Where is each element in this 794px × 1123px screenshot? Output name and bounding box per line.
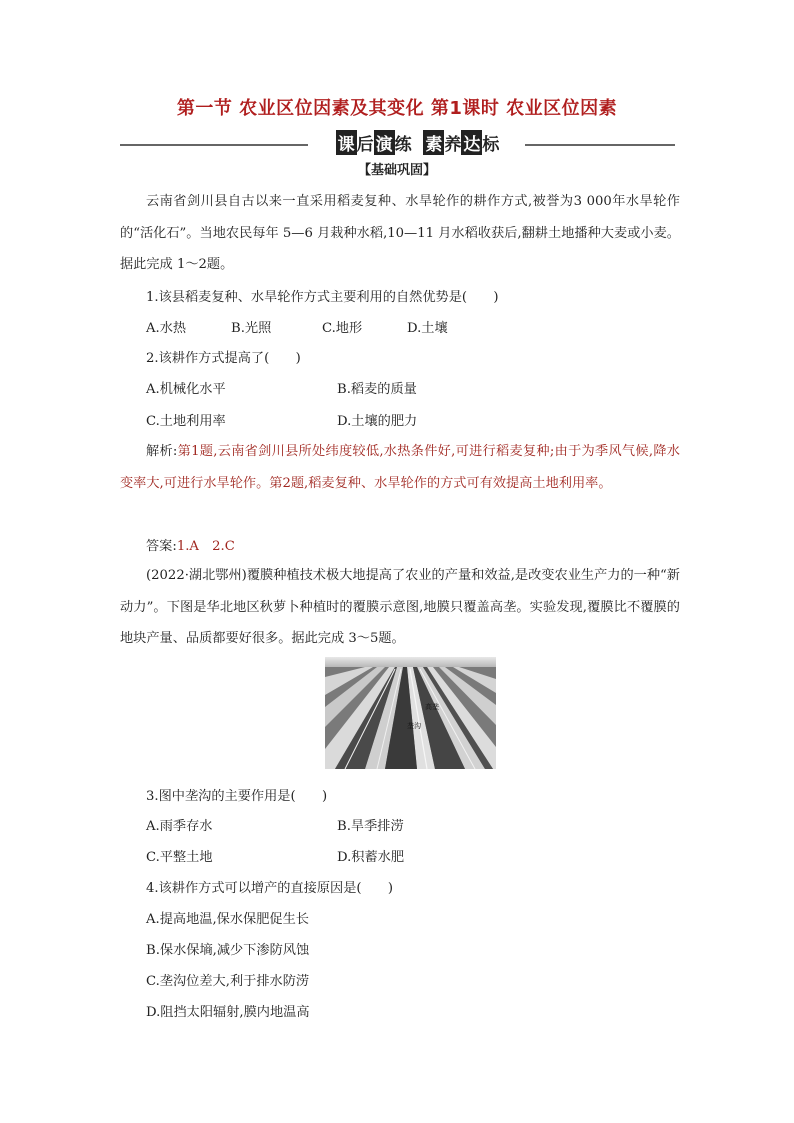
question-2-stem: 2.该耕作方式提高了( ) <box>146 351 301 366</box>
banner-char: 课 <box>336 130 357 155</box>
analysis <box>120 436 680 499</box>
banner-char: 练 <box>394 135 412 155</box>
question-3-stem: 3.图中垄沟的主要作用是( ) <box>146 789 328 804</box>
q3-option-c: C.平整土地 <box>146 850 213 865</box>
mulching-photo <box>325 657 496 769</box>
banner-char: 素 <box>423 130 444 155</box>
passage-2: (2022·湖北鄂州)覆膜种植技术极大地提高了农业的产量和效益,是改变农业生产力的一种“新动力”。下图是华北地区秋萝卜种植时的覆膜示意图,地膜只覆盖高垄。实验发现,覆膜比不覆膜的地块产量、品质都要好很多。据此完成 3～5题。 <box>120 568 680 646</box>
q3-option-a: A.雨季存水 <box>146 819 213 834</box>
q4-option-a: A.提高地温,保水保肥促生长 <box>146 912 309 927</box>
q2-option-b: B.稻麦的质量 <box>337 382 417 397</box>
q2-option-d: D.土壤的肥力 <box>337 414 418 429</box>
analysis-text: 第1题,云南省剑川县所处纬度较低,水热条件好,可进行稻麦复种;由于为季风气候,降水变率大,可进行水旱轮作。第2题,稻麦复种、水旱轮作的方式可有效提高土地利用率。 <box>120 444 680 491</box>
label-furrow: 垄沟 <box>407 722 421 730</box>
question-4-stem: 4.该耕作方式可以增产的直接原因是( ) <box>146 881 394 896</box>
banner-text <box>320 130 515 155</box>
q2-option-a: A.机械化水平 <box>146 382 226 397</box>
page-title: 第一节 农业区位因素及其变化 第1课时 农业区位因素 <box>176 98 618 119</box>
q4-option-c: C.垄沟位差大,利于排水防涝 <box>146 974 310 989</box>
label-ridge: 高垄 <box>425 703 439 711</box>
q1-option-d: D.土壤 <box>407 321 448 336</box>
banner-char: 标 <box>482 135 500 155</box>
q4-option-b: B.保水保墒,减少下渗防风蚀 <box>146 943 310 958</box>
question-1-stem: 1.该县稻麦复种、水旱轮作方式主要利用的自然优势是( ) <box>146 290 499 305</box>
banner-rule-left <box>120 144 308 146</box>
answer-text: 1.A 2.C <box>176 539 235 554</box>
banner-char: 养 <box>444 135 462 155</box>
answer <box>146 535 235 554</box>
q4-option-d: D.阻挡太阳辐射,膜内地温高 <box>146 1005 310 1020</box>
q1-option-a: A.水热 <box>146 321 187 336</box>
q3-option-b: B.旱季排涝 <box>337 819 404 834</box>
section-banner <box>120 130 675 158</box>
q2-option-c: C.土地利用率 <box>146 414 226 429</box>
mulching-photo-image <box>325 657 496 769</box>
banner-char: 后 <box>356 135 374 155</box>
q1-option-b: B.光照 <box>231 321 272 336</box>
banner-char: 演 <box>374 130 395 155</box>
banner-rule-right <box>525 144 675 146</box>
q3-option-d: D.积蓄水肥 <box>337 850 405 865</box>
answer-label: 答案: <box>146 539 177 554</box>
banner-char: 达 <box>461 130 482 155</box>
analysis-label: 解析: <box>146 444 178 459</box>
q1-option-c: C.地形 <box>322 321 363 336</box>
passage-1: 云南省剑川县自古以来一直采用稻麦复种、水旱轮作的耕作方式,被誉为3 000年水旱轮作的“活化石”。当地农民每年 5—6 月栽种水稻,10—11 月水稻收获后,翻耕土地播种大麦或小麦。据此完成 1～2题。 <box>120 194 680 272</box>
section-heading: 【基础巩固】 <box>357 163 436 178</box>
